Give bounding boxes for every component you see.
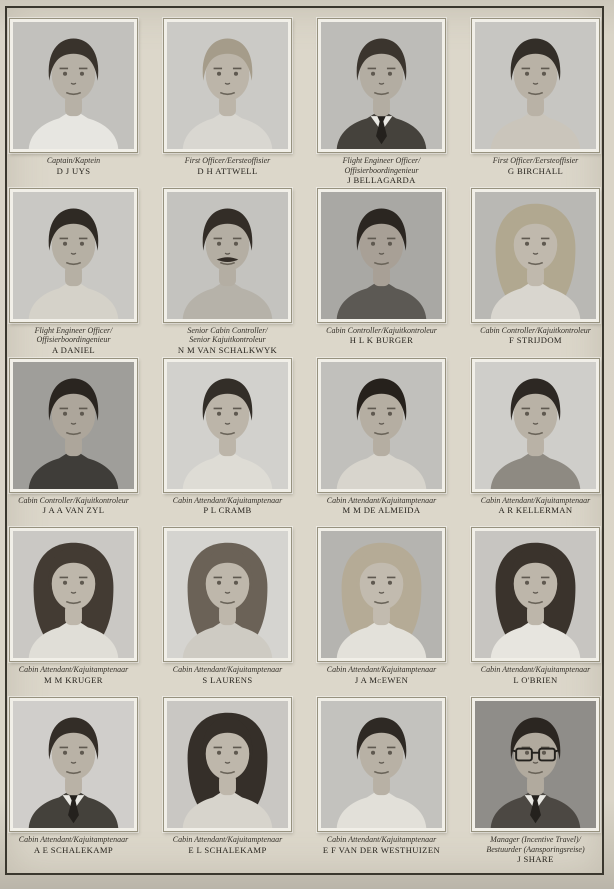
crew-cell <box>164 358 291 528</box>
crew-name: A E SCHALEKAMP <box>33 844 114 855</box>
portrait-photo <box>163 188 292 323</box>
portrait-silhouette <box>13 701 134 828</box>
crew-name: A DANIEL <box>51 344 96 355</box>
portrait-photo <box>9 527 138 662</box>
crew-role: Senior Kajuitkontroleur <box>189 335 266 345</box>
crew-name: P L CRAMB <box>203 505 252 516</box>
portrait-photo <box>471 18 600 153</box>
portrait-silhouette <box>167 531 288 658</box>
crew-name: H L K BURGER <box>349 335 414 346</box>
crew-cell <box>472 527 599 697</box>
portrait-photo <box>471 188 600 323</box>
portrait-photo <box>9 188 138 323</box>
portrait-photo <box>163 527 292 662</box>
crew-cell <box>10 18 137 188</box>
crew-caption <box>35 326 113 356</box>
crew-cell <box>472 188 599 358</box>
crew-caption <box>18 496 129 516</box>
crew-caption <box>178 326 277 356</box>
crew-name: M M KRUGER <box>44 674 103 685</box>
crew-cell <box>164 18 291 188</box>
crew-name: L O'BRIEN <box>513 674 558 685</box>
crew-name: G BIRCHALL <box>507 165 564 176</box>
crew-name: D H ATTWELL <box>197 165 258 176</box>
crew-caption <box>173 496 282 516</box>
crew-caption <box>343 156 421 186</box>
portrait-silhouette <box>475 531 596 658</box>
crew-role: Cabin Attendant/Kajuitamptenaar <box>326 835 437 845</box>
crew-caption <box>327 496 436 516</box>
crew-role: Cabin Attendant/Kajuitamptenaar <box>172 835 283 845</box>
crew-caption <box>47 156 100 176</box>
crew-caption <box>19 835 128 855</box>
portrait-silhouette <box>475 22 596 149</box>
crew-name: J A McEWEN <box>354 674 409 685</box>
crew-caption <box>493 156 579 176</box>
crew-role: Senior Cabin Controller/ <box>187 325 268 335</box>
portrait-photo <box>471 358 600 493</box>
portrait-photo <box>163 697 292 832</box>
crew-role: First Officer/Eersteoffisier <box>184 156 271 165</box>
crew-role: Cabin Attendant/Kajuitamptenaar <box>480 665 591 675</box>
portrait-silhouette <box>321 362 442 489</box>
portrait-silhouette <box>13 531 134 658</box>
portrait-photo <box>317 18 446 153</box>
crew-caption <box>481 665 590 685</box>
portrait-photo <box>163 358 292 493</box>
portrait-silhouette <box>321 701 442 828</box>
crew-caption <box>185 156 271 176</box>
crew-role: Cabin Attendant/Kajuitamptenaar <box>172 665 283 675</box>
crew-role: Manager (Incentive Travel)/ <box>490 835 581 845</box>
portrait-silhouette <box>13 192 134 319</box>
portrait-silhouette <box>167 192 288 319</box>
crew-caption <box>327 665 436 685</box>
portrait-silhouette <box>13 22 134 149</box>
portrait-silhouette <box>167 22 288 149</box>
crew-caption <box>323 835 440 855</box>
crew-role: Cabin Attendant/Kajuitamptenaar <box>326 665 437 675</box>
crew-cell <box>318 188 445 358</box>
crew-name: M M DE ALMEIDA <box>342 505 421 516</box>
portrait-silhouette <box>475 701 596 828</box>
crew-cell <box>10 358 137 528</box>
crew-name: J A A VAN ZYL <box>42 505 105 516</box>
crew-role: Bestuurder (Aansporingsreise) <box>486 844 585 854</box>
crew-name: E L SCHALEKAMP <box>188 844 267 855</box>
crew-role: Flight Engineer Officer/ <box>342 156 421 165</box>
crew-role: Cabin Attendant/Kajuitamptenaar <box>326 495 437 505</box>
portrait-photo <box>163 18 292 153</box>
crew-role: Cabin Attendant/Kajuitamptenaar <box>172 495 283 505</box>
portrait-silhouette <box>321 192 442 319</box>
crew-role: Captain/Kaptein <box>46 156 101 165</box>
crew-role: Cabin Controller/Kajuitkontroleur <box>480 325 591 335</box>
crew-caption <box>480 326 591 346</box>
crew-cell <box>164 188 291 358</box>
crew-role: Offisierboordingenieur <box>36 335 111 345</box>
portrait-silhouette <box>13 362 134 489</box>
crew-role: Cabin Controller/Kajuitkontroleur <box>326 325 437 335</box>
portrait-photo <box>9 18 138 153</box>
portrait-silhouette <box>321 531 442 658</box>
crew-name: J SHARE <box>517 854 554 865</box>
page-border-frame <box>5 6 604 875</box>
crew-caption <box>326 326 437 346</box>
crew-name: A R KELLERMAN <box>498 505 573 516</box>
portrait-photo <box>317 527 446 662</box>
portrait-silhouette <box>167 362 288 489</box>
crew-cell <box>10 697 137 867</box>
crew-role: Cabin Attendant/Kajuitamptenaar <box>480 495 591 505</box>
crew-cell <box>318 527 445 697</box>
crew-caption <box>481 496 590 516</box>
crew-role: Flight Engineer Officer/ <box>34 325 113 335</box>
portrait-photo <box>9 697 138 832</box>
crew-role: Cabin Controller/Kajuitkontroleur <box>18 495 129 505</box>
portrait-photo <box>471 697 600 832</box>
crew-cell <box>472 697 599 867</box>
portrait-photo <box>317 358 446 493</box>
crew-caption <box>486 835 584 865</box>
crew-name: N M VAN SCHALKWYK <box>177 344 278 355</box>
portrait-silhouette <box>475 362 596 489</box>
crew-name: E F VAN DER WESTHUIZEN <box>322 844 441 855</box>
crew-photo-grid <box>7 8 602 873</box>
portrait-silhouette <box>321 22 442 149</box>
crew-cell <box>318 697 445 867</box>
crew-role: Cabin Attendant/Kajuitamptenaar <box>18 835 129 845</box>
crew-cell <box>318 358 445 528</box>
crew-name: F STRIJDOM <box>509 335 562 346</box>
crew-caption <box>173 665 282 685</box>
crew-role: Offisierboordingenieur <box>344 165 419 175</box>
crew-cell <box>164 697 291 867</box>
crew-cell <box>10 188 137 358</box>
crew-cell <box>472 358 599 528</box>
portrait-photo <box>471 527 600 662</box>
crew-name: S LAURENS <box>202 674 253 685</box>
crew-name: J BELLAGARDA <box>347 175 416 185</box>
crew-cell <box>10 527 137 697</box>
crew-caption <box>19 665 128 685</box>
portrait-photo <box>9 358 138 493</box>
crew-cell <box>164 527 291 697</box>
portrait-silhouette <box>475 192 596 319</box>
crew-role: Cabin Attendant/Kajuitamptenaar <box>18 665 129 675</box>
portrait-silhouette <box>167 701 288 828</box>
crew-cell <box>472 18 599 188</box>
portrait-photo <box>317 188 446 323</box>
crew-name: D J UYS <box>56 165 91 176</box>
crew-caption <box>173 835 282 855</box>
crew-cell <box>318 18 445 188</box>
portrait-photo <box>317 697 446 832</box>
crew-role: First Officer/Eersteoffisier <box>492 156 579 165</box>
